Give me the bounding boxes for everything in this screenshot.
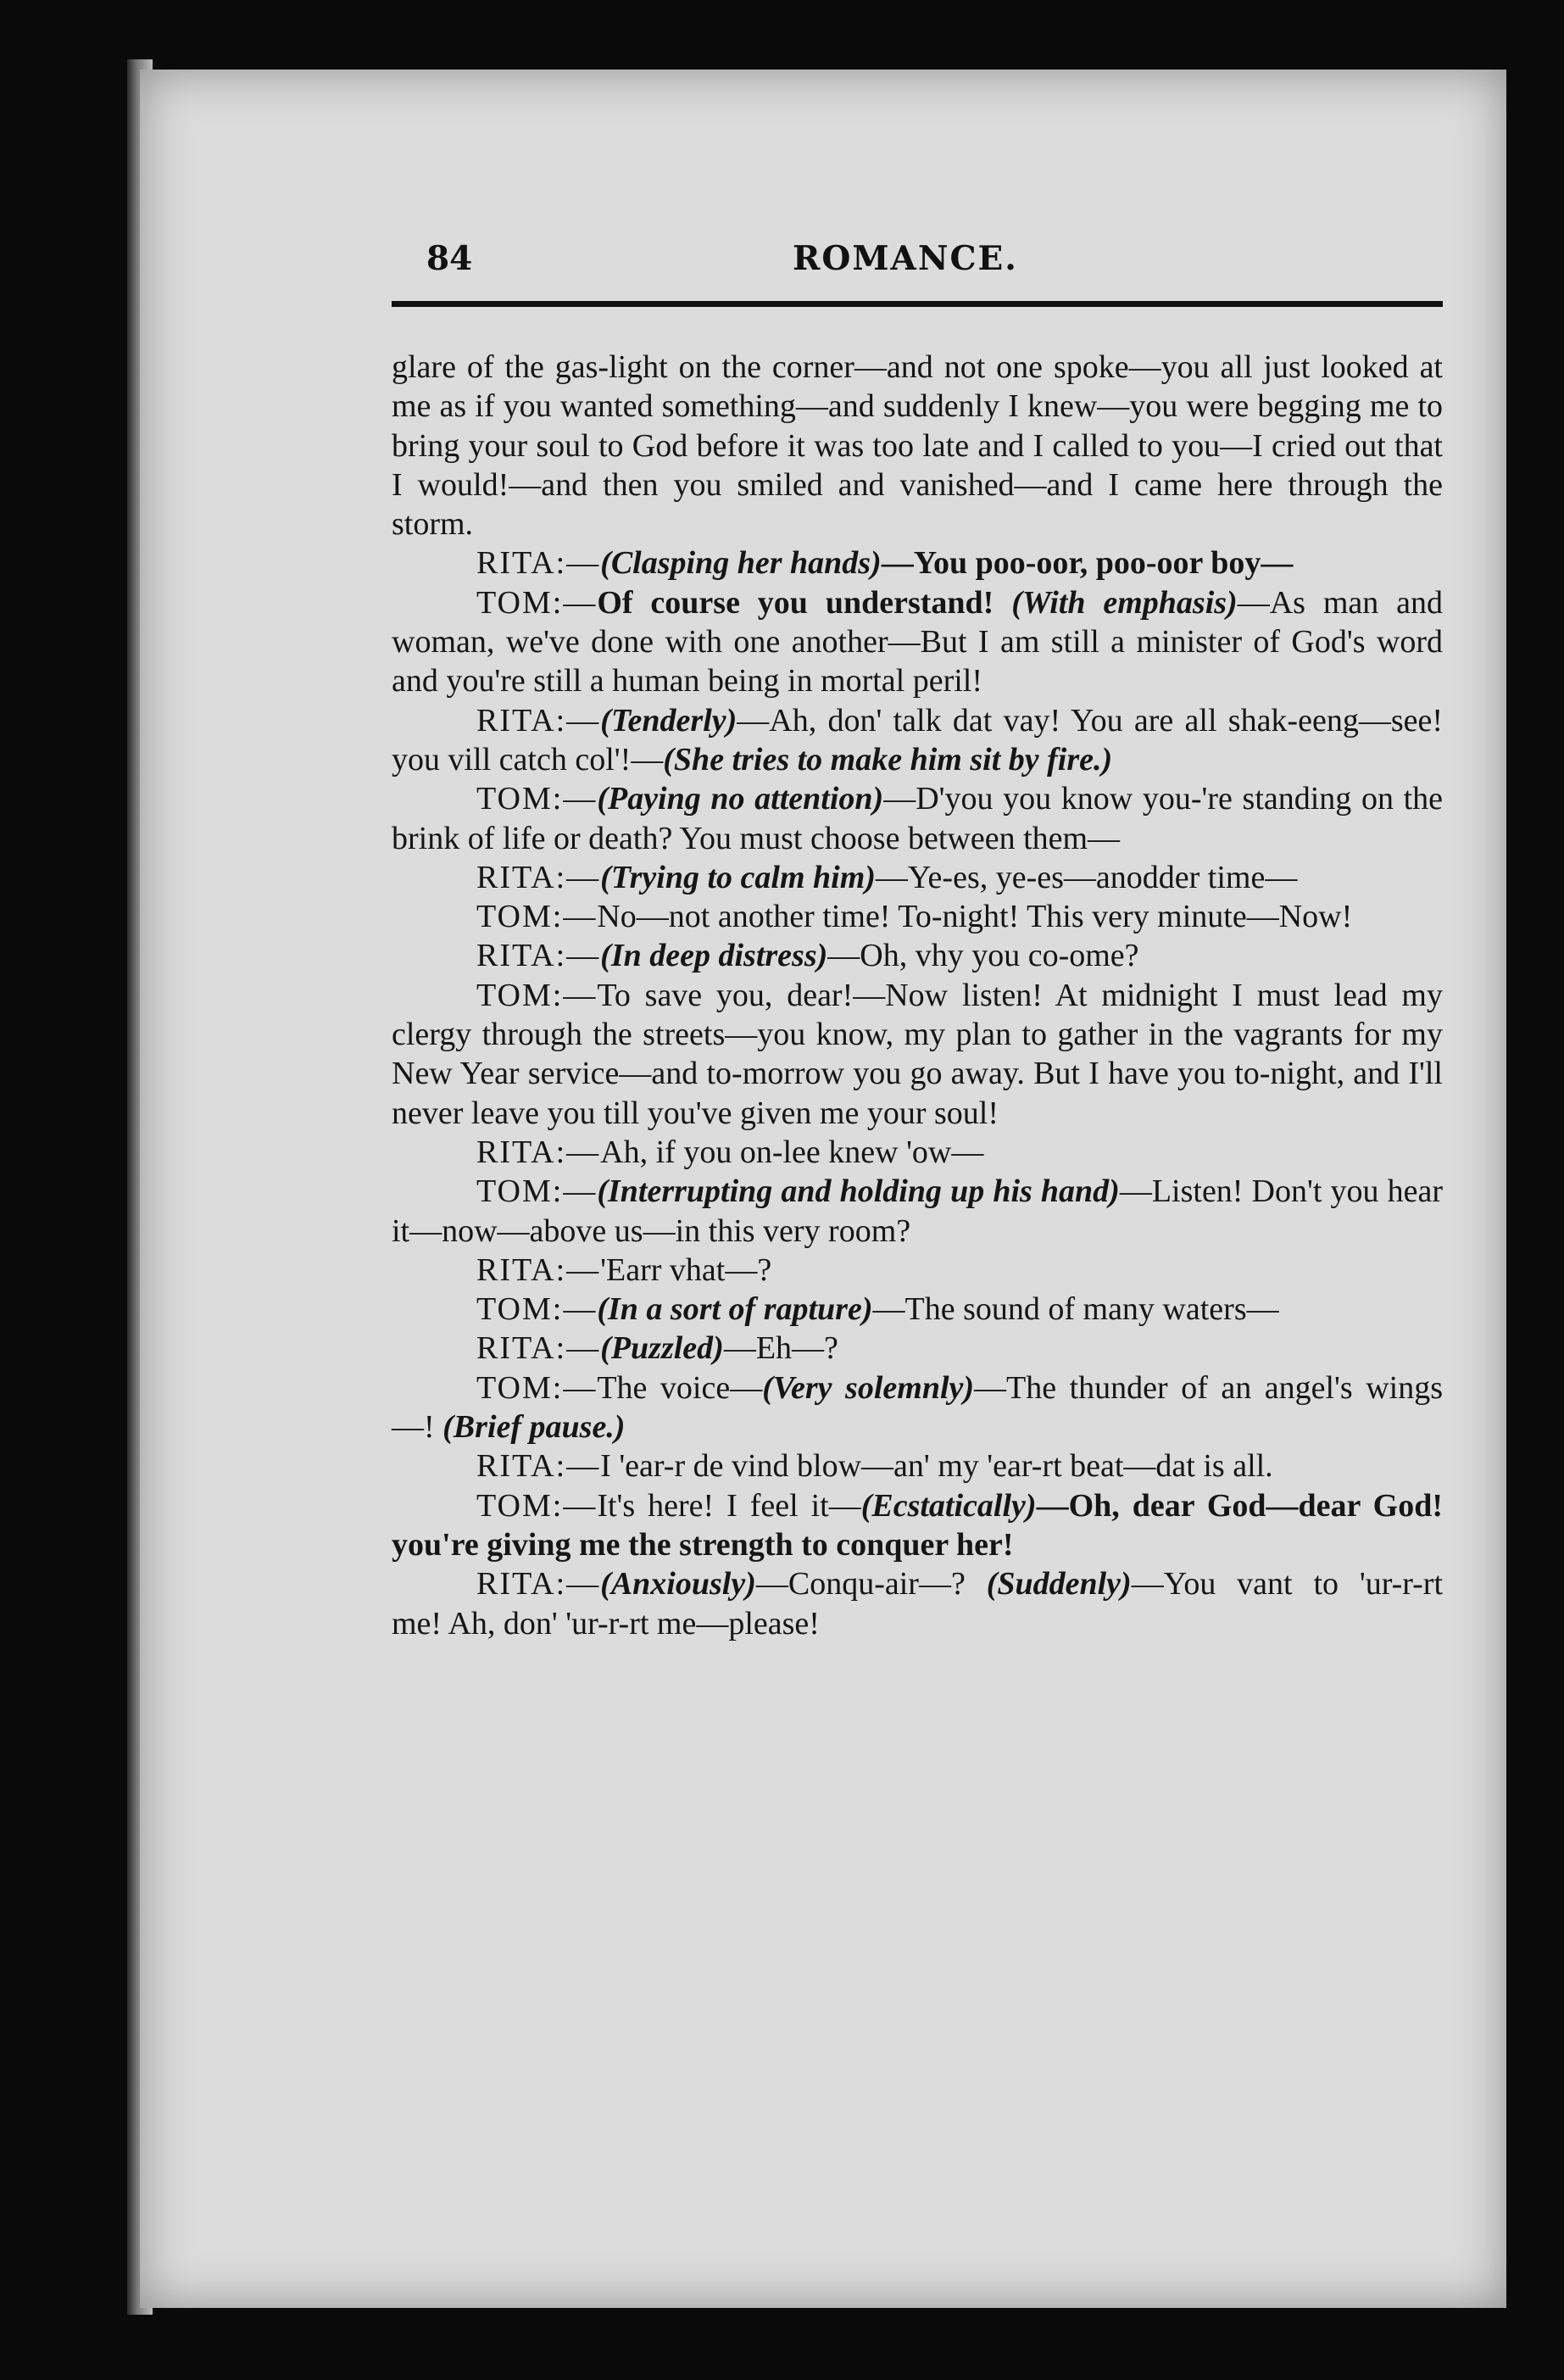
speaker-name: RITA:— — [476, 702, 601, 739]
speaker-name: TOM:— — [476, 1291, 598, 1328]
speech-text: To save you, dear!—Now listen! At midnight I must lead my clergy through the streets—you know, my plan to gather in the vagrants for my New Year service—and to-morrow you go away. But I have you to-night, and I'll never leave you till you've given me your soul! — [392, 977, 1443, 1131]
speech-rita-5 — [392, 1133, 1443, 1172]
stage-direction: (In deep distress) — [600, 938, 828, 974]
speaker-name: TOM:— — [476, 781, 598, 817]
page-number: 84 — [426, 239, 473, 278]
speech-text: Ah, if you on-lee knew 'ow— — [600, 1134, 984, 1170]
stage-direction: (Interrupting and holding up his hand) — [597, 1173, 1120, 1210]
stage-direction: (Puzzled) — [600, 1330, 724, 1367]
speech-rita-2 — [392, 701, 1443, 780]
speaker-name: TOM:— — [476, 899, 598, 935]
speech-rita-3 — [392, 858, 1443, 897]
speaker-name: TOM:— — [476, 1369, 598, 1406]
speech-tom-1 — [392, 583, 1443, 701]
stage-direction: (In a sort of rapture) — [597, 1291, 873, 1328]
stage-direction: (Paying no attention) — [597, 781, 884, 817]
speech-text: —Oh, dear God—dear God! you're giving me the strength to conquer her! — [392, 1487, 1443, 1563]
speech-text: —Ye-es, ye-es—anodder time— — [875, 859, 1298, 895]
stage-direction: (Clasping her hands) — [600, 545, 882, 582]
speech-tom-8 — [392, 1486, 1443, 1565]
speech-rita-1 — [392, 543, 1443, 582]
speaker-name: TOM:— — [476, 977, 598, 1013]
speech-tom-7 — [392, 1368, 1443, 1447]
stage-direction: (She tries to make him sit by fire.) — [663, 741, 1113, 778]
stage-direction: (Trying to calm him) — [600, 859, 876, 895]
speech-rita-8 — [392, 1446, 1443, 1485]
speech-text: —D'you you know you-'re standing on the brink of life or death? You must choose between them— — [392, 781, 1444, 856]
page-text — [392, 348, 1443, 1643]
running-title: ROMANCE. — [793, 239, 1018, 278]
speech-text: —Ah, don' talk dat vay! You are all shak-eeng—see! you vill catch col'!— — [392, 702, 1443, 778]
speech-rita-9 — [392, 1564, 1443, 1643]
speaker-name: RITA:— — [476, 1448, 601, 1485]
header-rule — [392, 301, 1443, 307]
stage-direction: (Brief pause.) — [442, 1409, 626, 1446]
speech-text: The voice— — [597, 1369, 763, 1406]
speech-tom-4 — [392, 976, 1443, 1133]
speech-text: Of course you understand! — [597, 584, 994, 621]
speaker-name: TOM:— — [476, 584, 598, 621]
speaker-name: RITA:— — [476, 859, 601, 895]
speaker-name: RITA:— — [476, 1330, 601, 1367]
stage-direction: (Ecstatically) — [860, 1487, 1037, 1524]
speaker-name: TOM:— — [476, 1173, 598, 1210]
speaker-name: RITA:— — [476, 938, 601, 974]
speaker-name: RITA:— — [476, 1566, 601, 1602]
speech-tom-2 — [392, 779, 1443, 858]
speech-text: I 'ear-r de vind blow—an' my 'ear-rt beat—dat is all. — [600, 1448, 1273, 1485]
stage-direction: (With emphasis) — [1011, 584, 1238, 621]
speech-rita-7 — [392, 1329, 1443, 1368]
speech-tom-5 — [392, 1172, 1443, 1251]
speech-rita-4 — [392, 936, 1443, 975]
stage-direction: (Suddenly) — [986, 1566, 1132, 1602]
speech-text: 'Earr vhat—? — [600, 1251, 772, 1288]
speech-text: —Oh, vhy you co-ome? — [827, 938, 1139, 974]
speech-text: It's here! I feel it— — [597, 1487, 861, 1524]
stage-direction: (Anxiously) — [600, 1566, 756, 1602]
speech-text: —Conqu-air—? — [755, 1566, 966, 1602]
speech-text: —You poo-oor, poo-oor boy— — [881, 545, 1294, 582]
speaker-name: RITA:— — [476, 1134, 601, 1170]
speech-rita-6 — [392, 1251, 1443, 1290]
paragraph-opening: glare of the gas-light on the corner—and not one spoke—you all just looked at me as if you wanted something—and suddenly I knew—you were begging me to bring your soul to God before it was too late and I called to you—I cried out that I would!—and then you smiled and vanished—and I came here through the storm. — [392, 349, 1443, 543]
speech-tom-3 — [392, 897, 1443, 936]
speech-tom-6 — [392, 1290, 1443, 1329]
stage-direction: (Tenderly) — [600, 702, 737, 739]
page-header — [420, 239, 1441, 290]
speaker-name: TOM:— — [476, 1487, 598, 1524]
stage-direction: (Very solemnly) — [762, 1369, 975, 1406]
speaker-name: RITA:— — [476, 545, 601, 582]
speech-text: —You vant to 'ur-r-rt me! Ah, don' 'ur-r-rt me—please! — [392, 1566, 1444, 1641]
speech-text: —The thunder of an angel's wings—! — [392, 1369, 1443, 1446]
speech-text: —The sound of many waters— — [872, 1291, 1279, 1328]
speech-text: No—not another time! To-night! This very minute—Now! — [597, 899, 1353, 935]
speaker-name: RITA:— — [476, 1251, 601, 1288]
speech-text: —Listen! Don't you hear it—now—above us—in this very room? — [392, 1173, 1443, 1249]
speech-text: —Eh—? — [723, 1330, 838, 1367]
speech-text: —As man and woman, we've done with one another—But I am still a minister of God's word and you're still a human being in mortal peril! — [392, 584, 1443, 700]
